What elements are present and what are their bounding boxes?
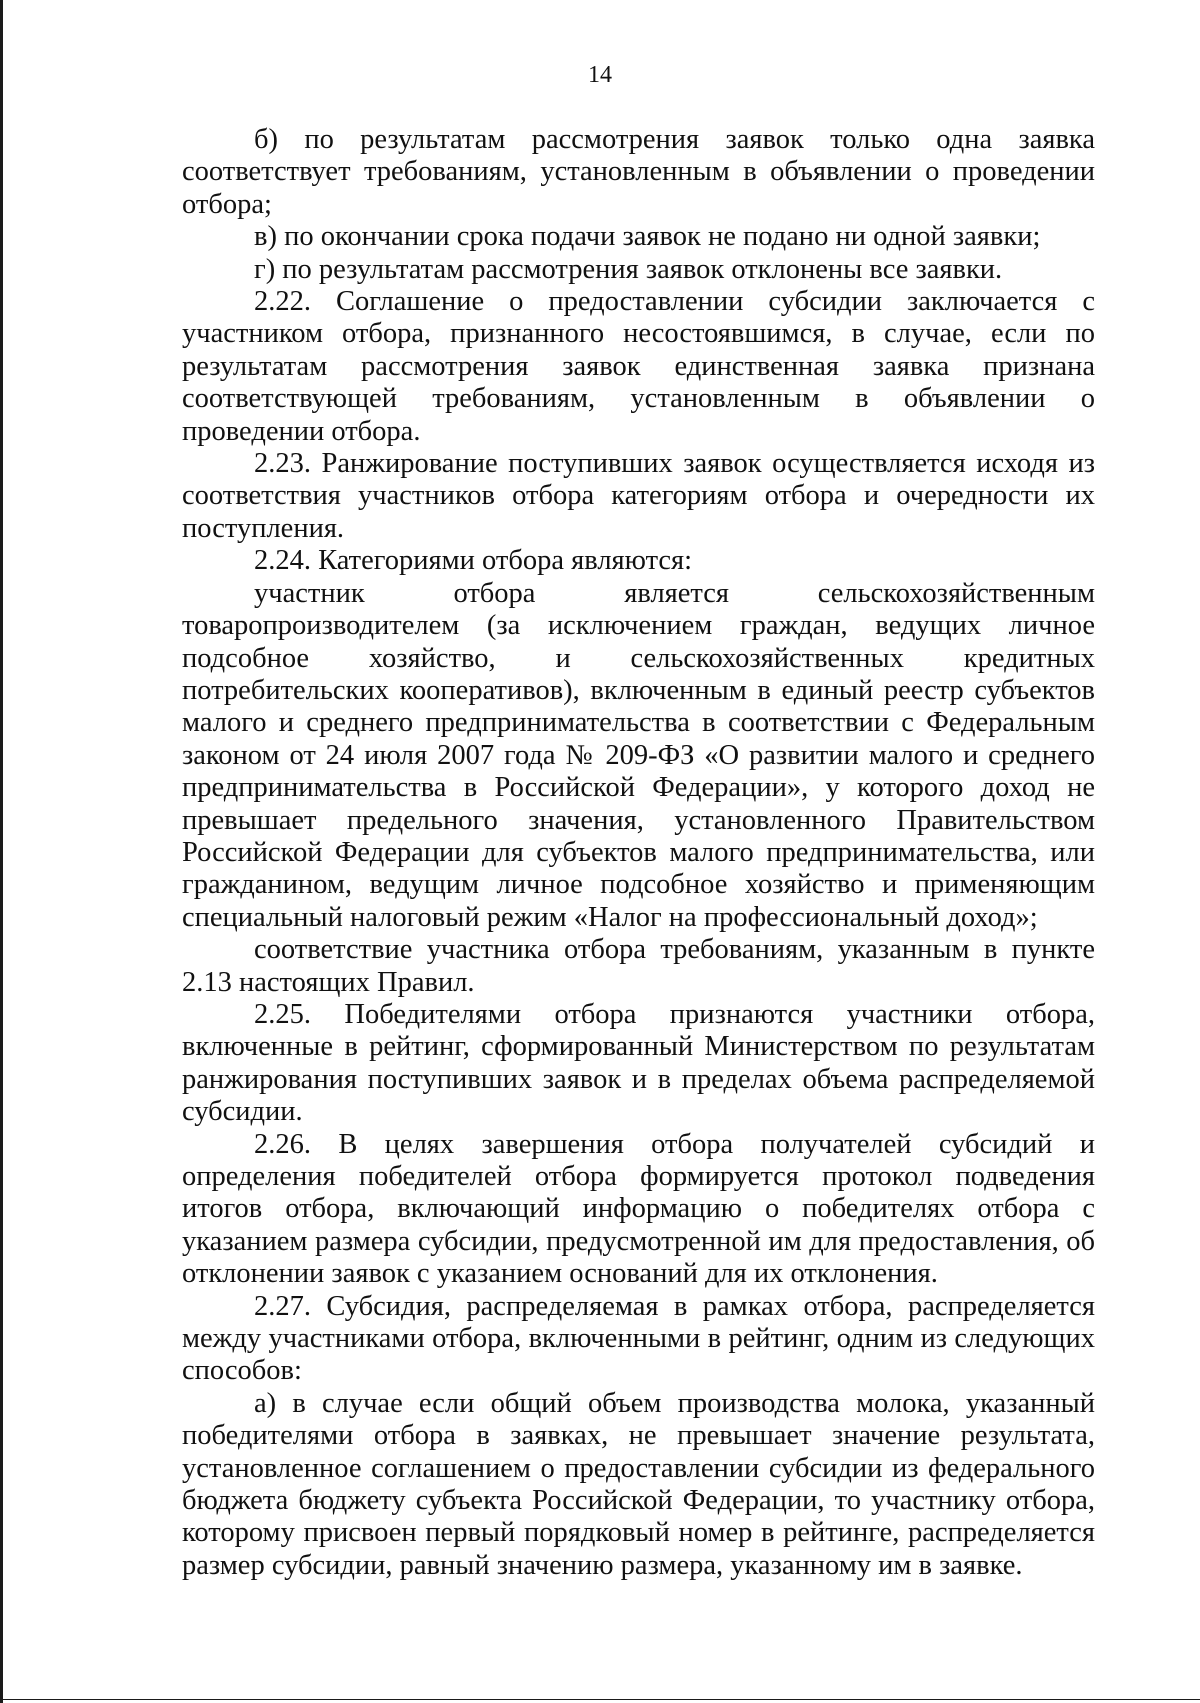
paragraph-2-25: 2.25. Победителями отбора признаются участники отбора, включенные в рейтинг, сформированный Министерством по результатам ранжирования поступивших заявок и в пределах объема распределяемой субсидии. (182, 998, 1095, 1128)
paragraph-2-27: 2.27. Субсидия, распределяемая в рамках отбора, распределяется между участниками отбора, включенными в рейтинг, одним из следующих способов: (182, 1290, 1095, 1387)
paragraph-v: в) по окончании срока подачи заявок не подано ни одной заявки; (254, 221, 1041, 253)
page-number: 14 (588, 62, 612, 88)
paragraph-2-24: 2.24. Категориями отбора являются: (254, 545, 693, 577)
paragraph-2-26: 2.26. В целях завершения отбора получателей субсидий и определения победителей отбора формируется протокол подведения итогов отбора, включающий информацию о победителях отбора с указанием размера субсидии, предусмотренной им для предоставления, об отклонении заявок с указанием оснований для их отклонения. (182, 1128, 1095, 1290)
paragraph-a: а) в случае если общий объем производства молока, указанный победителями отбора в заявках, не превышает значение результата, установленное соглашением о предоставлении субсидии из федерального бюджета бюджету субъекта Российской Федерации, то участнику отбора, которому присвоен первый порядковый номер в рейтинге, распределяется размер субсидии, равный значению размера, указанному им в заявке. (182, 1387, 1095, 1581)
paragraph-b: б) по результатам рассмотрения заявок только одна заявка соответствует требованиям, установленным в объявлении о проведении отбора; (182, 124, 1095, 220)
paragraph-category-2: соответствие участника отбора требованиям, указанным в пункте 2.13 настоящих Правил. (182, 934, 1095, 998)
scan-edge-bottom (0, 1699, 1200, 1700)
document-body (182, 124, 1095, 1582)
paragraph-2-22: 2.22. Соглашение о предоставлении субсидии заключается с участником отбора, признанного несостоявшимся, в случае, если по результатам рассмотрения заявок единственная заявка признана соответствующей требованиям, установленным в объявлении о проведении отбора. (182, 286, 1095, 447)
paragraph-category-1: участник отбора является сельскохозяйственным товаропроизводителем (за исключением граждан, ведущих личное подсобное хозяйство, и сельскохозяйственных кредитных потребительских кооперативов), включенным в единый реестр субъектов малого и среднего предпринимательства в соответствии с Федеральным законом от 24 июля 2007 года № 209-ФЗ «О развитии малого и среднего предпринимательства в Российской Федерации», у которого доход не превышает предельного значения, установленного Правительством Российской Федерации для субъектов малого предпринимательства, или гражданином, ведущим личное подсобное хозяйство и применяющим специальный налоговый режим «Налог на профессиональный доход»; (182, 577, 1095, 933)
scan-edge-left (0, 0, 3, 1703)
paragraph-2-23: 2.23. Ранжирование поступивших заявок осуществляется исходя из соответствия участников отбора категориям отбора и очередности их поступления. (182, 448, 1095, 544)
paragraph-g: г) по результатам рассмотрения заявок отклонены все заявки. (254, 253, 1003, 285)
